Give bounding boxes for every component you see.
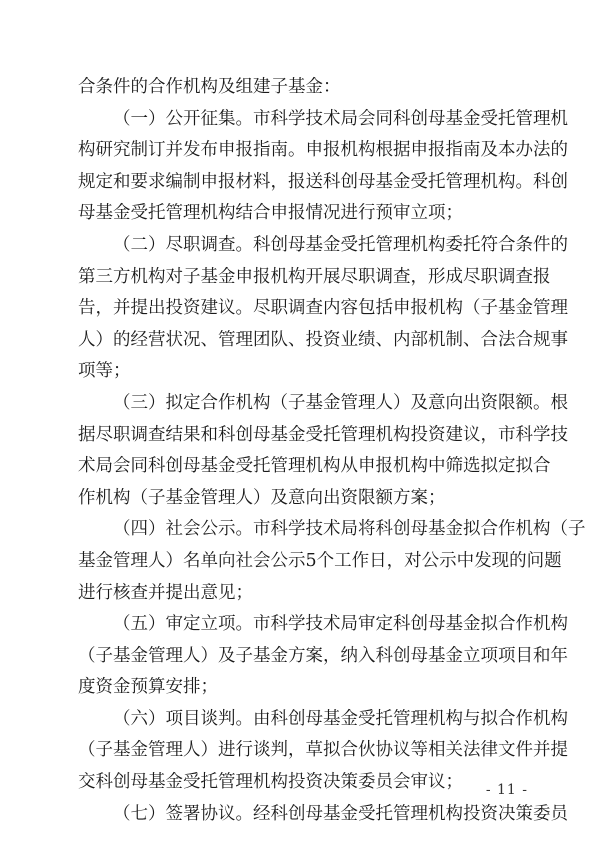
text-line: 告，并提出投资建议。尽职调查内容包括申报机构（子基金管理 bbox=[78, 298, 568, 319]
text-line: 母基金受托管理机构结合申报情况进行预审立项； bbox=[78, 203, 463, 224]
text-line: 人）的经营状况、管理团队、投资业绩、内部机制、合法合规事 bbox=[78, 329, 568, 350]
text-line: 度资金预算安排； bbox=[78, 677, 218, 698]
text-line: （二）尽职调查。科创母基金受托管理机构委托符合条件的 bbox=[113, 234, 568, 255]
text-line: （七）签署协议。经科创母基金受托管理机构投资决策委员 bbox=[113, 803, 568, 824]
text-line: 作机构（子基金管理人）及意向出资限额方案； bbox=[78, 487, 446, 508]
text-line: 项等； bbox=[78, 361, 131, 382]
text-line: 合条件的合作机构及组建子基金： bbox=[78, 77, 341, 97]
text-line: （子基金管理人）进行谈判，草拟合伙协议等相关法律文件并提 bbox=[78, 740, 568, 761]
text-line: （三）拟定合作机构（子基金管理人）及意向出资限额。根 bbox=[113, 392, 568, 413]
text-line: 规定和要求编制申报材料，报送科创母基金受托管理机构。科创 bbox=[78, 171, 568, 192]
text-line: 据尽职调查结果和科创母基金受托管理机构投资建议，市科学技 bbox=[78, 424, 568, 445]
page-number: - 11 - bbox=[485, 782, 528, 798]
text-line: （一）公开征集。市科学技术局会同科创母基金受托管理机 bbox=[113, 108, 568, 129]
body-text bbox=[78, 72, 586, 830]
text-line: （子基金管理人）及子基金方案，纳入科创母基金立项项目和年 bbox=[78, 645, 568, 666]
text-line: （五）审定立项。市科学技术局审定科创母基金拟合作机构 bbox=[113, 614, 568, 635]
text-line: 进行核查并提出意见； bbox=[78, 582, 253, 603]
text-line: 交科创母基金受托管理机构投资决策委员会审议； bbox=[78, 772, 463, 793]
text-line: 构研究制订并发布申报指南。申报机构根据申报指南及本办法的 bbox=[78, 140, 568, 161]
text-line: 第三方机构对子基金申报机构开展尽职调查，形成尽职调查报 bbox=[78, 266, 551, 287]
text-line: （四）社会公示。市科学技术局将科创母基金拟合作机构（子 bbox=[113, 519, 586, 540]
text-line: 基金管理人）名单向社会公示5个工作日，对公示中发现的问题 bbox=[78, 550, 562, 571]
text-line: （六）项目谈判。由科创母基金受托管理机构与拟合作机构 bbox=[113, 708, 568, 729]
text-line: 术局会同科创母基金受托管理机构从申报机构中筛选拟定拟合 bbox=[78, 456, 551, 477]
